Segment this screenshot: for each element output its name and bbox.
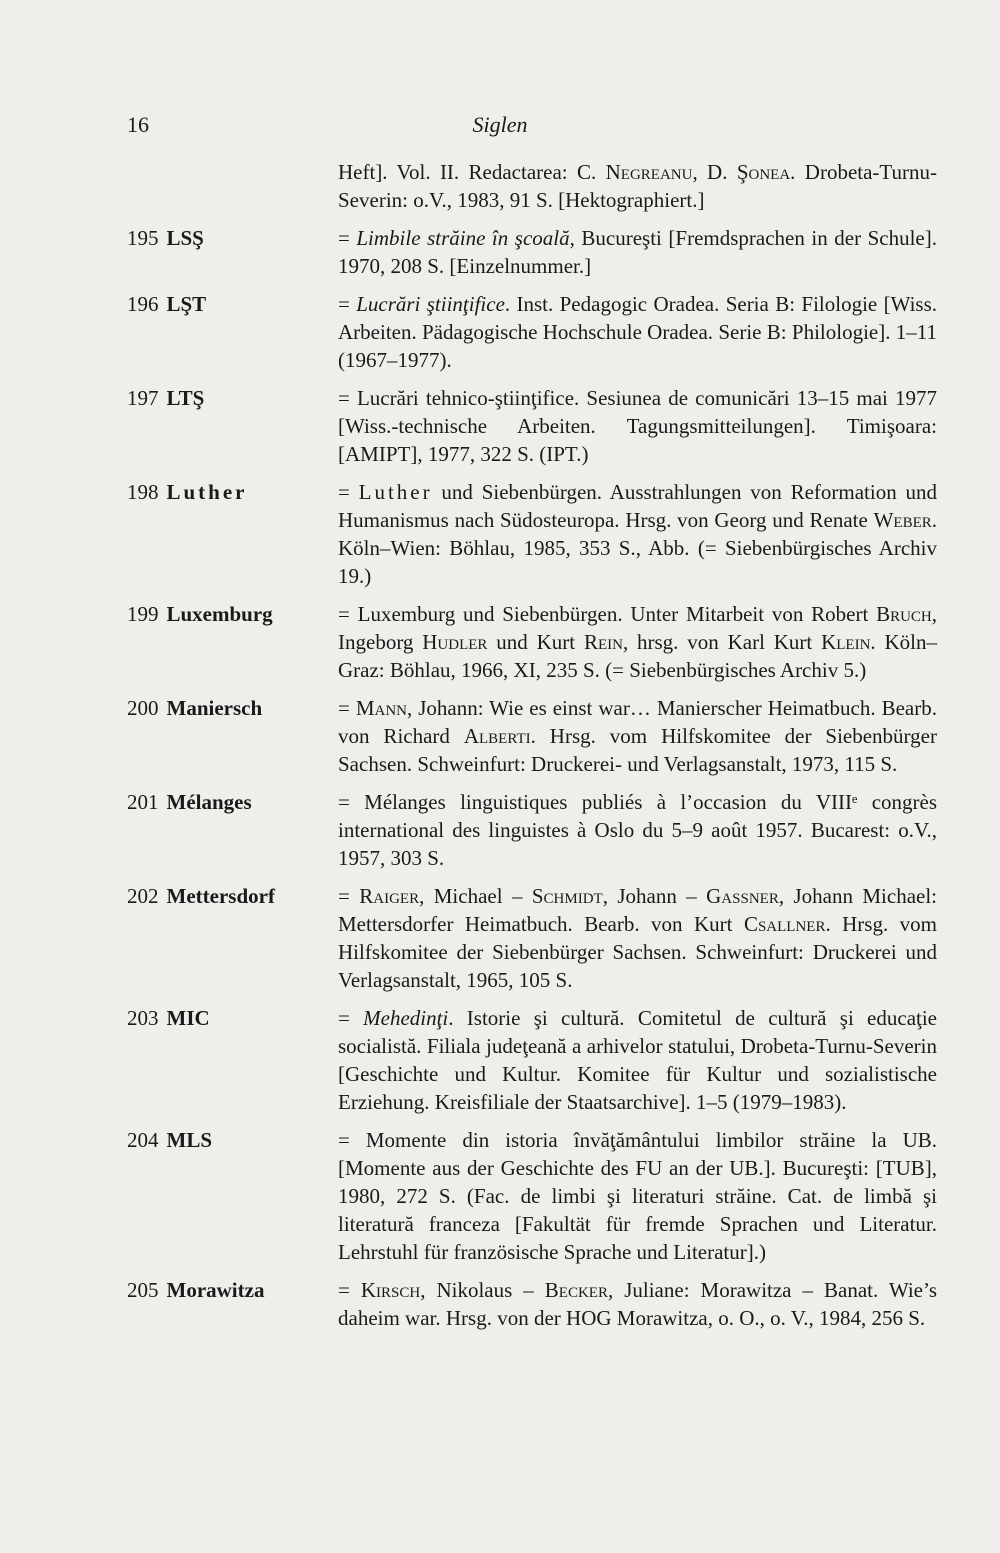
entry-description (338, 600, 937, 684)
entry-siglum (127, 224, 338, 280)
entry-number: 200 (127, 696, 159, 720)
entry-code: Mélanges (166, 790, 252, 814)
entry-code: Morawitza (166, 1278, 265, 1302)
entry-text-segment: Lucrări ştiinţifice (356, 292, 505, 316)
entry-siglum (127, 882, 338, 994)
entry-number: 197 (127, 386, 159, 410)
abbreviation-entry (127, 788, 937, 872)
entry-text-segment: Mehedinţi (363, 1006, 449, 1030)
entry-text-segment: Heft]. Vol. II. Redactarea: C. (338, 160, 606, 184)
entry-text-segment: , Johann: Wie es einst war… Manierscher Heimatbuch. Bearb. von Richard (338, 696, 937, 748)
entry-description (338, 384, 937, 468)
page-number: 16 (127, 112, 149, 137)
entry-siglum (127, 788, 338, 872)
entry-description (338, 1126, 937, 1266)
entry-number: 201 (127, 790, 159, 814)
entry-text-segment: . Istorie şi cultură. Comitetul de cultură şi educaţie socialistă. Filiala judeţeană a arhivelor statului, Drobeta-Turnu-Severin [Geschichte und Kultur. Komitee für Kultur und sozialistische Erziehung. Kreisfiliale der Staatsarchive]. 1–5 (1979–1983). (338, 1006, 938, 1114)
entry-code: MIC (166, 1006, 210, 1030)
entry-text-segment: = (338, 1278, 361, 1302)
abbreviation-list (127, 158, 937, 1342)
abbreviation-entry (127, 290, 937, 374)
entry-description (338, 478, 937, 590)
entry-description (338, 1276, 937, 1332)
entry-text-segment: Schmidt (531, 884, 603, 908)
running-title: Siglen (472, 112, 528, 137)
entry-code: Luther (166, 480, 248, 504)
abbreviation-entry (127, 1126, 937, 1266)
entry-number: 196 (127, 292, 159, 316)
entry-text-segment: Negreanu (605, 160, 693, 184)
entry-text-segment: Limbile străine în şcoală (356, 226, 570, 250)
entry-text-segment: , Nikolaus – (420, 1278, 545, 1302)
entry-text-segment: , hrsg. von Karl Kurt (622, 630, 822, 654)
entry-text-segment: Becker (544, 1278, 608, 1302)
abbreviation-entry (127, 478, 937, 590)
entry-siglum (127, 1004, 338, 1116)
entry-siglum (127, 600, 338, 684)
entry-description (338, 290, 937, 374)
abbreviation-entry (127, 694, 937, 778)
entry-text-segment: Bruch (876, 602, 932, 626)
abbreviation-entry (127, 224, 937, 280)
entry-text-segment: = (338, 1006, 364, 1030)
entry-text-segment: , Juliane: Morawitza – Banat. Wie’s daheim war. Hrsg. von der HOG Morawitza, o. O., o. V., 1984, 256 S. (338, 1278, 937, 1330)
abbreviation-entry (127, 1276, 937, 1332)
entry-code: Luxemburg (166, 602, 273, 626)
entry-text-segment: Şonea (736, 160, 791, 184)
entry-description (338, 882, 937, 994)
entry-text-segment: Alberti (463, 724, 531, 748)
entry-siglum (127, 1276, 338, 1332)
entry-text-segment: = Lucrări tehnico-ştiinţifice. Sesiunea de comunicări 13–15 mai 1977 [Wiss.-technische Arbeiten. Tagungsmitteilungen]. Timişoara: [AMIPT], 1977, 322 S. (IPT.) (338, 386, 937, 466)
entry-description (338, 694, 937, 778)
entry-text-segment: Kirsch (360, 1278, 421, 1302)
entry-text-segment: . Köln–Wien: Böhlau, 1985, 353 S., Abb. (= Siebenbürgisches Archiv 19.) (338, 508, 937, 588)
entry-text-segment: = Luxemburg und Siebenbürgen. Unter Mitarbeit von Robert (338, 602, 877, 626)
entry-code: LTŞ (166, 386, 205, 410)
entry-number: 203 (127, 1006, 159, 1030)
entry-text-segment: = (338, 884, 360, 908)
abbreviation-entry (127, 882, 937, 994)
entry-description (338, 788, 937, 872)
entry-text-segment: Csallner (743, 912, 826, 936)
entry-text-segment: Hudler (422, 630, 488, 654)
entry-description (338, 158, 937, 214)
entry-code: MLS (166, 1128, 213, 1152)
entry-text-segment: , Johann – (602, 884, 707, 908)
entry-number: 202 (127, 884, 159, 908)
entry-text-segment: , D. (692, 160, 737, 184)
entry-description (338, 224, 937, 280)
entry-text-segment: Mann (355, 696, 407, 720)
entry-siglum (127, 384, 338, 468)
entry-text-segment: . Hrsg. vom Hilfskomitee der Siebenbürger Sachsen. Schweinfurt: Druckerei und Verlagsanstalt, 1965, 105 S. (338, 912, 938, 992)
entry-text-segment: . Hrsg. vom Hilfskomitee der Siebenbürger Sachsen. Schweinfurt: Druckerei- und Verlagsanstalt, 1973, 115 S. (338, 724, 937, 776)
entry-text-segment: Rein (583, 630, 623, 654)
entry-siglum (127, 1126, 338, 1266)
entry-text-segment: Raiger (359, 884, 420, 908)
entry-text-segment: Klein (821, 630, 871, 654)
entry-text-segment: Weber (873, 508, 932, 532)
entry-code: LŞT (166, 292, 207, 316)
entry-text-segment: und Siebenbürgen. Ausstrahlungen von Reformation und Humanismus nach Südosteuropa. Hrsg. von Georg und Renate (338, 480, 937, 532)
entry-number: 205 (127, 1278, 159, 1302)
entry-code: Maniersch (166, 696, 263, 720)
abbreviation-entry (127, 384, 937, 468)
entry-code: Mettersdorf (166, 884, 275, 908)
entry-text-segment: , Johann Michael: Mettersdorfer Heimatbuch. Bearb. von Kurt (338, 884, 938, 936)
entry-number: 198 (127, 480, 159, 504)
entry-text-segment: Gassner (706, 884, 779, 908)
entry-description (338, 1004, 937, 1116)
entry-text-segment: = (338, 226, 357, 250)
entry-text-segment: , Ingeborg (338, 602, 937, 654)
entry-number: 204 (127, 1128, 159, 1152)
entry-siglum (127, 694, 338, 778)
entry-siglum (127, 290, 338, 374)
abbreviation-entry (127, 1004, 937, 1116)
entry-number: 199 (127, 602, 159, 626)
entry-code: LSŞ (166, 226, 204, 250)
entry-siglum (127, 478, 338, 590)
entry-text-segment: , Bucureşti [Fremdsprachen in der Schule]. 1970, 208 S. [Einzelnummer.] (338, 226, 937, 278)
entry-text-segment: . Köln–Graz: Böhlau, 1966, XI, 235 S. (= Siebenbürgisches Archiv 5.) (338, 630, 937, 682)
entry-text-segment: Luther (358, 480, 433, 504)
entry-text-segment: = (338, 292, 357, 316)
abbreviation-entry (127, 158, 937, 214)
entry-text-segment: = (338, 480, 359, 504)
entry-text-segment: und Kurt (487, 630, 584, 654)
entry-text-segment: , Michael – (419, 884, 532, 908)
entry-siglum (127, 158, 338, 214)
entry-text-segment: = Mélanges linguistiques publiés à l’occasion du VIIIᵉ congrès international des linguistes à Oslo du 5–9 août 1957. Bucarest: o.V., 1957, 303 S. (338, 790, 937, 870)
abbreviation-entry (127, 600, 937, 684)
entry-text-segment: = Momente din istoria învăţământului limbilor străine la UB. [Momente aus der Geschichte des FU an der UB.]. Bucureşti: [TUB], 1980, 272 S. (Fac. de limbi şi literaturi străine. Cat. de limbă şi literatură franceza [Fakultät für fremde Sprachen und Literatur. Lehrstuhl für französische Sprache und Literatur].) (338, 1128, 937, 1264)
entry-text-segment: . Drobeta-Turnu-Severin: o.V., 1983, 91 S. [Hektographiert.] (338, 160, 937, 212)
entry-text-segment: = (338, 696, 356, 720)
entry-text-segment: . Inst. Pedagogic Oradea. Seria B: Filologie [Wiss. Arbeiten. Pädagogische Hochschule Oradea. Serie B: Philologie]. 1–11 (1967–1977). (338, 292, 937, 372)
entry-number: 195 (127, 226, 159, 250)
